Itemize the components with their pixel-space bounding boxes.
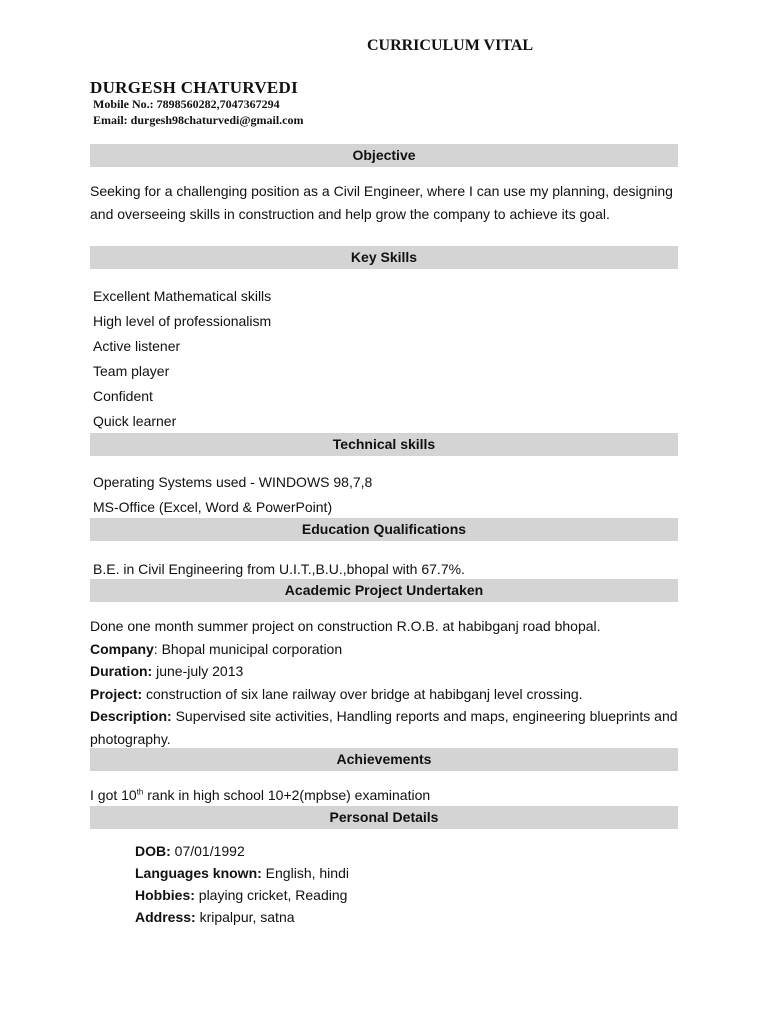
list-item: B.E. in Civil Engineering from U.I.T.,B.U.,bhopal with 67.7%. bbox=[93, 561, 465, 577]
duration-value: june-july 2013 bbox=[152, 663, 244, 679]
project-value: construction of six lane railway over bridge at habibganj level crossing. bbox=[142, 685, 583, 702]
project-details bbox=[90, 615, 680, 750]
section-header-key-skills: Key Skills bbox=[90, 246, 678, 269]
list-item: Team player bbox=[93, 363, 170, 379]
personal-hobbies bbox=[135, 884, 349, 906]
project-intro: Done one month summer project on construction R.O.B. at habibganj road bhopal. bbox=[90, 618, 601, 634]
hobbies-label: Hobbies: bbox=[135, 887, 195, 903]
hobbies-value: playing cricket, Reading bbox=[194, 887, 348, 903]
achievement-suffix: rank in high school 10+2(mpbse) examination bbox=[143, 787, 431, 803]
company-value: : Bhopal municipal corporation bbox=[153, 640, 343, 657]
list-item: Excellent Mathematical skills bbox=[93, 288, 272, 304]
project-label: Project: bbox=[90, 685, 143, 702]
address-value: kripalpur, satna bbox=[195, 909, 295, 925]
personal-languages bbox=[135, 862, 349, 884]
list-item: High level of professionalism bbox=[93, 313, 272, 329]
key-skills-list bbox=[93, 284, 271, 434]
email-value: durgesh98chaturvedi@gmail.com bbox=[130, 113, 304, 127]
list-item: Confident bbox=[93, 388, 153, 404]
section-header-personal: Personal Details bbox=[90, 806, 678, 829]
description-value: Supervised site activities, Handling reports and maps, engineering blueprints and photography. bbox=[90, 708, 678, 747]
project-duration bbox=[90, 660, 680, 683]
technical-skills-list bbox=[93, 470, 372, 520]
company-label: Company bbox=[90, 640, 154, 657]
mobile-value: 7898560282,7047367294 bbox=[156, 97, 280, 111]
dob-value: 07/01/1992 bbox=[170, 843, 245, 859]
section-header-achievements: Achievements bbox=[90, 748, 678, 771]
section-header-technical-skills: Technical skills bbox=[90, 433, 678, 456]
personal-details bbox=[135, 840, 349, 928]
section-header-education: Education Qualifications bbox=[90, 518, 678, 541]
project-company bbox=[90, 638, 680, 661]
languages-value: English, hindi bbox=[261, 865, 349, 881]
achievement-text bbox=[90, 784, 430, 807]
mobile-line bbox=[93, 97, 280, 112]
list-item: Quick learner bbox=[93, 413, 177, 429]
languages-label: Languages known: bbox=[135, 865, 262, 881]
project-project bbox=[90, 683, 680, 706]
personal-dob bbox=[135, 840, 349, 862]
section-header-objective: Objective bbox=[90, 144, 678, 167]
email-label: Email: bbox=[93, 113, 128, 127]
section-header-project: Academic Project Undertaken bbox=[90, 579, 678, 602]
mobile-label: Mobile No.: bbox=[93, 97, 154, 111]
description-label: Description: bbox=[90, 708, 172, 724]
document-title: CURRICULUM VITAL bbox=[366, 37, 534, 54]
duration-label: Duration: bbox=[90, 663, 153, 679]
objective-text: Seeking for a challenging position as a Civil Engineer, where I can use my planning, designing and overseeing skills in construction and help grow the company to achieve its goal. bbox=[90, 183, 673, 222]
project-description bbox=[90, 705, 680, 750]
list-item: Operating Systems used - WINDOWS 98,7,8 bbox=[93, 474, 373, 490]
email-line bbox=[93, 113, 304, 128]
achievement-prefix: I got 10 bbox=[90, 787, 137, 803]
dob-label: DOB: bbox=[135, 843, 171, 859]
personal-address bbox=[135, 906, 349, 928]
candidate-name: DURGESH CHATURVEDI bbox=[90, 78, 299, 97]
achievement-ordinal: th bbox=[136, 787, 144, 797]
address-label: Address: bbox=[135, 909, 196, 925]
list-item: Active listener bbox=[93, 338, 181, 354]
list-item: MS-Office (Excel, Word & PowerPoint) bbox=[93, 499, 333, 515]
